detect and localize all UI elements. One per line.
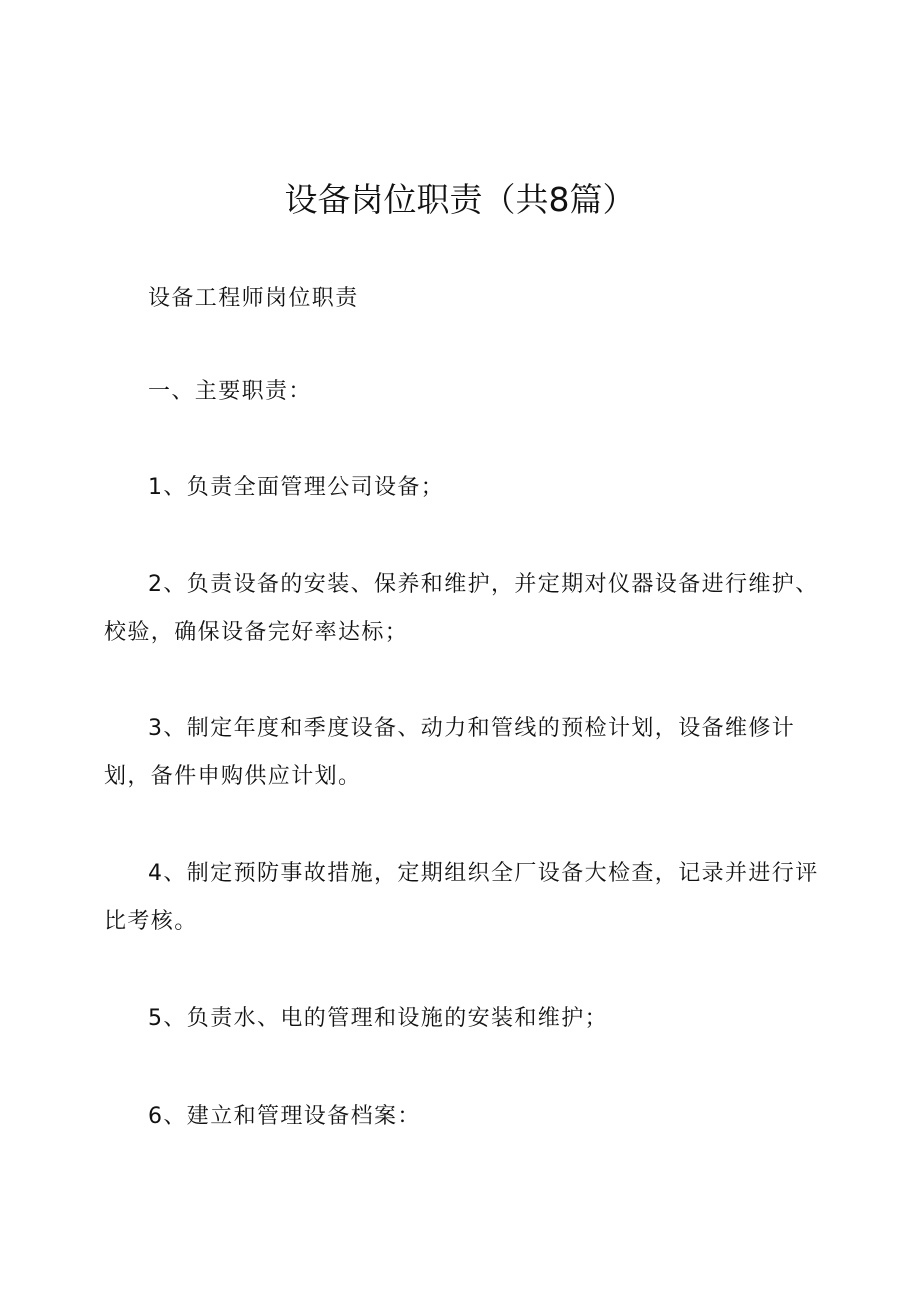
duty-item-1: 1、负责全面管理公司设备； xyxy=(148,475,445,500)
duty-item-6: 6、建立和管理设备档案： xyxy=(148,1104,421,1129)
duty-item-4: 4、制定预防事故措施，定期组织全厂设备大检查，记录并进行评比考核。 xyxy=(104,861,819,934)
duty-item-5: 5、负责水、电的管理和设施的安装和维护； xyxy=(148,1006,608,1031)
document-subtitle: 设备工程师岗位职责 xyxy=(148,286,359,311)
duty-item-2: 2、负责设备的安装、保养和维护，并定期对仪器设备进行维护、校验，确保设备完好率达标； xyxy=(104,572,819,645)
section-heading: 一、主要职责： xyxy=(148,379,312,404)
duty-item-3: 3、制定年度和季度设备、动力和管线的预检计划，设备维修计划，备件申购供应计划。 xyxy=(104,716,796,789)
document-title: 设备岗位职责（共8篇） xyxy=(284,180,636,219)
